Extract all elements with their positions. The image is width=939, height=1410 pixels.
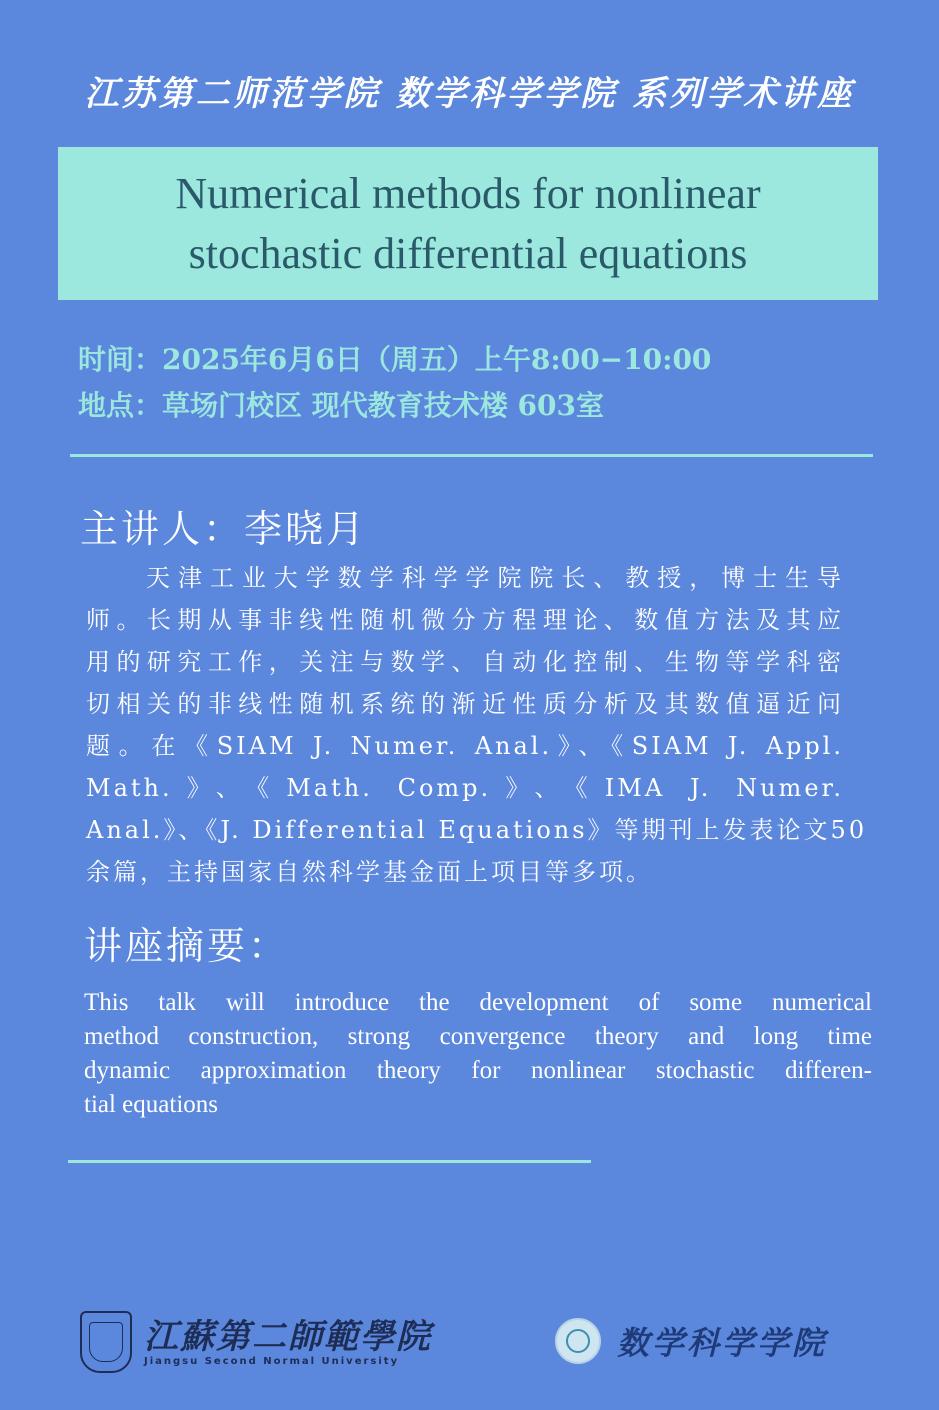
bio-line: 题。在《SIAM J. Numer. Anal.》、《SIAM J. Appl.: [86, 732, 844, 760]
university-name-cn: 江蘇第二師範學院: [144, 1316, 432, 1357]
bio-line: 余篇，主持国家自然科学基金面上项目等多项。: [86, 858, 653, 886]
divider-bottom: [68, 1160, 591, 1163]
talk-location: 地点：草场门校区 现代教育技术楼 603室: [78, 389, 604, 422]
talk-title-line-1: Numerical methods for nonlinear: [175, 168, 761, 218]
abstract-line: dynamic approximation theory for nonlinear stochastic differen-: [84, 1057, 872, 1084]
bio-line: 用的研究工作，关注与数学、自动化控制、生物等学科密: [86, 648, 844, 676]
university-name-en: Jiangsu Second Normal University: [144, 1355, 400, 1367]
bio-line: Math.》、《Math. Comp.》、《IMA J. Numer.: [86, 774, 844, 802]
speaker-bio: [86, 557, 868, 893]
speaker-heading: 主讲人：李晓月: [80, 507, 368, 551]
school-logo-group: [555, 1316, 827, 1366]
bio-line: Anal.》、《J. Differential Equations》等期刊上发表论文50: [86, 816, 868, 844]
university-logo: [80, 1310, 432, 1374]
abstract-line: tial equations: [84, 1091, 218, 1118]
bio-line: 切相关的非线性随机系统的渐近性质分析及其数值逼近问: [86, 690, 844, 718]
abstract-text: [84, 986, 872, 1122]
talk-time: 时间：2025年6月6日（周五）上午8:00−10:00: [78, 343, 712, 376]
talk-title-line-2: stochastic differential equations: [188, 228, 748, 278]
abstract-heading: 讲座摘要：: [84, 924, 290, 968]
abstract-line: This talk will introduce the development of some numerical: [84, 989, 872, 1016]
abstract-line: method construction, strong convergence theory and long time: [84, 1023, 872, 1050]
divider-top: [70, 454, 873, 457]
series-header: 江苏第二师范学院 数学科学学院 系列学术讲座: [84, 74, 855, 114]
bio-line: 天津工业大学数学科学学院院长、教授，博士生导: [146, 564, 844, 592]
university-seal-icon: [80, 1311, 132, 1373]
bio-line: 师。长期从事非线性随机微分方程理论、数值方法及其应: [86, 606, 844, 634]
school-emblem-icon: [555, 1318, 601, 1364]
school-name: 数学科学学院: [617, 1324, 828, 1362]
talk-title-box: [58, 147, 878, 300]
